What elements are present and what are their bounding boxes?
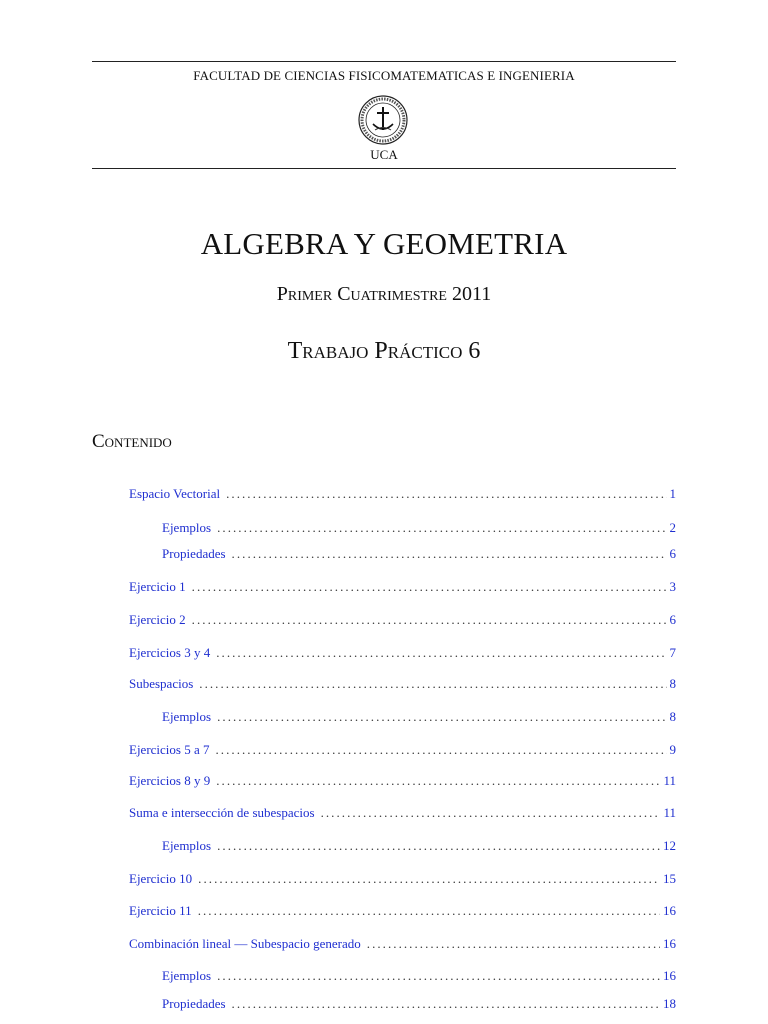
toc-entry[interactable] xyxy=(129,645,676,661)
toc-leader-dots xyxy=(232,996,660,1012)
toc-entry-page[interactable]: 11 xyxy=(663,773,676,788)
term-subtitle: Primer Cuatrimestre 2011 xyxy=(276,283,492,305)
toc-leader-dots xyxy=(232,546,667,562)
toc-entry-label[interactable]: Ejemplos xyxy=(162,709,212,724)
toc-leader-dots xyxy=(367,936,660,952)
toc-entry-label[interactable]: Ejercicio 2 xyxy=(129,612,186,627)
toc-entry-label[interactable]: Espacio Vectorial xyxy=(129,486,221,501)
toc-entry-page[interactable]: 6 xyxy=(669,612,676,627)
toc-entry-label[interactable]: Ejercicios 3 y 4 xyxy=(129,645,211,660)
toc-entry-label[interactable]: Ejemplos xyxy=(162,838,212,853)
toc-entry-label[interactable]: Ejercicios 8 y 9 xyxy=(129,773,211,788)
toc-entry-label[interactable]: Ejercicios 5 a 7 xyxy=(129,742,210,757)
toc-entry[interactable] xyxy=(129,871,676,887)
toc-entry-page[interactable]: 8 xyxy=(669,709,676,724)
toc-entry-page[interactable]: 16 xyxy=(663,968,676,983)
toc-entry-label[interactable]: Propiedades xyxy=(162,996,226,1011)
toc-entry[interactable] xyxy=(162,520,676,536)
toc-leader-dots xyxy=(199,676,666,692)
toc-leader-dots xyxy=(216,742,667,758)
toc-entry[interactable] xyxy=(129,579,676,595)
toc-entry-page[interactable]: 9 xyxy=(669,742,676,757)
toc-entry[interactable] xyxy=(162,968,676,984)
toc-leader-dots xyxy=(217,709,666,725)
toc-leader-dots xyxy=(226,486,666,502)
toc-entry[interactable] xyxy=(162,709,676,725)
toc-entry-label[interactable]: Ejemplos xyxy=(162,520,212,535)
toc-entry[interactable] xyxy=(129,805,676,821)
toc-entry-page[interactable]: 2 xyxy=(669,520,676,535)
toc-entry[interactable] xyxy=(162,838,676,854)
toc-entry[interactable] xyxy=(129,773,676,789)
toc-entry-label[interactable]: Ejemplos xyxy=(162,968,212,983)
toc-entry[interactable] xyxy=(129,936,676,952)
toc-entry-page[interactable]: 16 xyxy=(663,936,676,951)
toc-leader-dots xyxy=(198,903,660,919)
toc-entry-label[interactable]: Subespacios xyxy=(129,676,194,691)
toc-entry-page[interactable]: 15 xyxy=(663,871,676,886)
toc-entry-page[interactable]: 1 xyxy=(669,486,676,501)
toc-entry[interactable] xyxy=(129,676,676,692)
toc-entry-page[interactable]: 16 xyxy=(663,903,676,918)
toc-entry-label[interactable]: Propiedades xyxy=(162,546,226,561)
toc-entry-page[interactable]: 12 xyxy=(663,838,676,853)
university-abbreviation: UCA xyxy=(370,147,398,162)
faculty-name: FACULTAD DE CIENCIAS FISICOMATEMATICAS E INGENIERIA xyxy=(193,68,575,83)
toc-leader-dots xyxy=(192,579,667,595)
toc-leader-dots xyxy=(192,612,667,628)
toc-entry-label[interactable]: Ejercicio 11 xyxy=(129,903,192,918)
toc-entry[interactable] xyxy=(162,996,676,1012)
toc-entry-label[interactable]: Ejercicio 10 xyxy=(129,871,193,886)
toc-entry-page[interactable]: 8 xyxy=(669,676,676,691)
toc-leader-dots xyxy=(217,968,660,984)
toc-entry-label[interactable]: Suma e intersección de subespacios xyxy=(129,805,315,820)
toc-leader-dots xyxy=(217,520,666,536)
toc-leader-dots xyxy=(198,871,660,887)
toc-entry-label[interactable]: Combinación lineal — Subespacio generado xyxy=(129,936,361,951)
toc-entry[interactable] xyxy=(162,546,676,562)
toc-entry-page[interactable]: 11 xyxy=(663,805,676,820)
course-title: ALGEBRA Y GEOMETRIA xyxy=(200,226,568,261)
toc-leader-dots xyxy=(216,645,666,661)
toc-leader-dots xyxy=(217,838,660,854)
toc-entry-page[interactable]: 7 xyxy=(669,645,676,660)
toc-entry-page[interactable]: 6 xyxy=(669,546,676,561)
assignment-title: Trabajo Práctico 6 xyxy=(287,338,481,364)
toc-entry[interactable] xyxy=(129,486,676,502)
toc-leader-dots xyxy=(321,805,661,821)
toc-entry[interactable] xyxy=(129,903,676,919)
toc-leader-dots xyxy=(216,773,660,789)
toc-entry-label[interactable]: Ejercicio 1 xyxy=(129,579,186,594)
contents-heading: Contenido xyxy=(92,431,172,452)
toc-entry[interactable] xyxy=(129,612,676,628)
toc-entry-page[interactable]: 18 xyxy=(663,996,676,1011)
toc-entry[interactable] xyxy=(129,742,676,758)
toc-entry-page[interactable]: 3 xyxy=(669,579,676,594)
